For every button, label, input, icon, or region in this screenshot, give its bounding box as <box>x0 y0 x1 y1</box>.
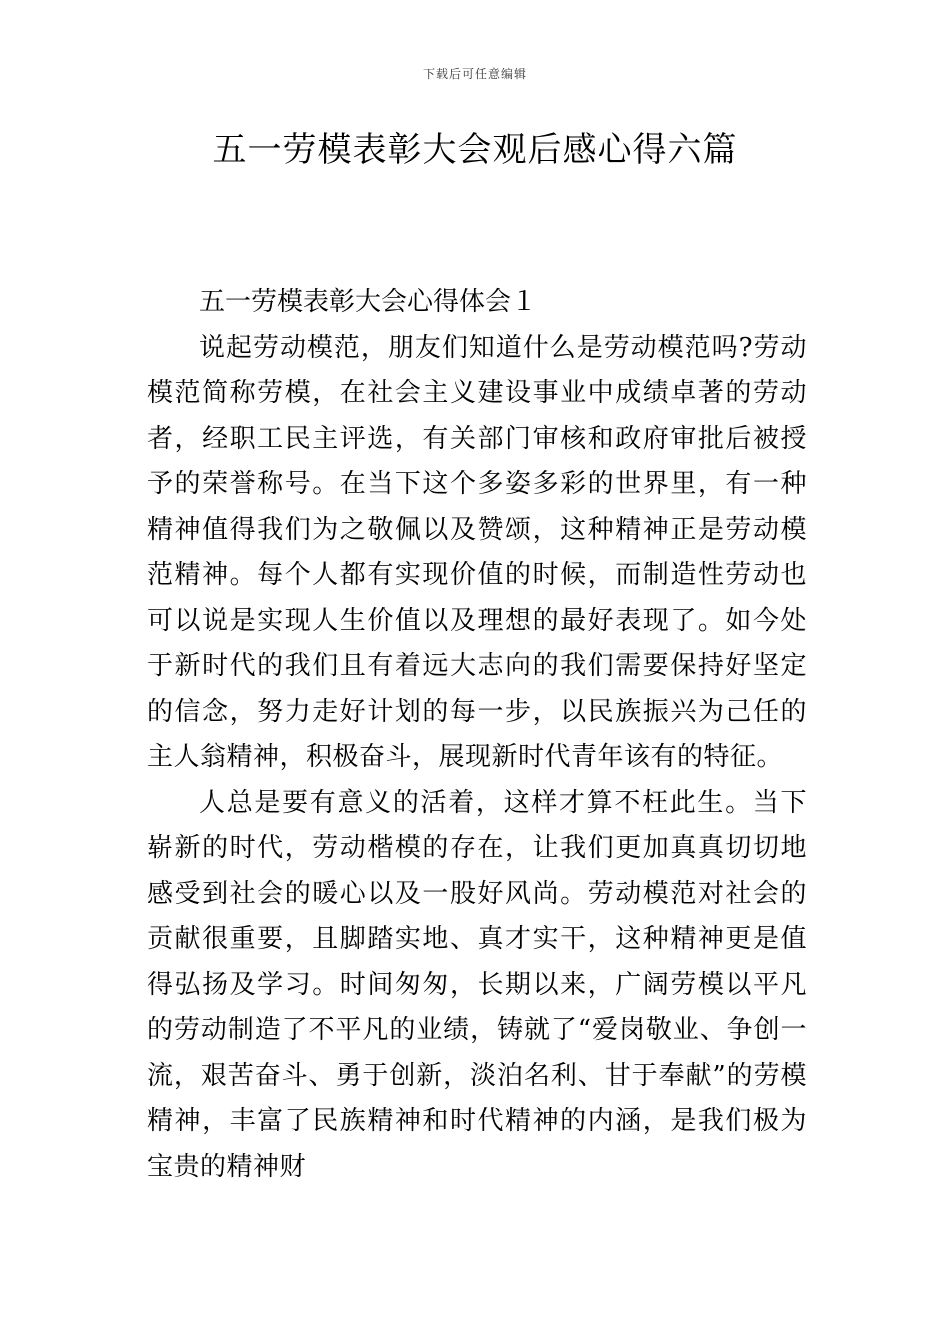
section-heading: 五一劳模表彰大会心得体会１ <box>199 287 538 317</box>
paragraph-1: 说起劳动模范，朋友们知道什么是劳动模范吗?劳动模范简称劳模，在社会主义建设事业中成绩卓著的劳动者，经职工民主评选，有关部门审核和政府审批后被授予的荣誉称号。在当下这个多姿多彩的世界里，有一种精神值得我们为之敬佩以及赞颂，这种精神正是劳动模范精神。每个人都有实现价值的时候，而制造性劳动也可以说是实现人生价值以及理想的最好表现了。如今处于新时代的我们且有着远大志向的我们需要保持好坚定的信念，努力走好计划的每一步，以民族振兴为己任的主人翁精神，积极奋斗，展现新时代青年该有的特征。 <box>147 332 807 772</box>
document-body <box>147 280 807 1190</box>
paragraph-2: 人总是要有意义的活着，这样才算不枉此生。当下崭新的时代，劳动楷模的存在，让我们更加真真切切地感受到社会的暖心以及一股好风尚。劳动模范对社会的贡献很重要，且脚踏实地、真才实干，这种精神更是值得弘扬及学习。时间匆匆，长期以来，广阔劳模以平凡的劳动制造了不平凡的业绩，铸就了“爱岗敬业、争创一流，艰苦奋斗、勇于创新，淡泊名利、甘于奉献”的劳模精神，丰富了民族精神和时代精神的内涵，是我们极为宝贵的精神财 <box>147 787 807 1182</box>
header-note: 下载后可任意编辑 <box>422 67 527 81</box>
document-title: 五一劳模表彰大会观后感心得六篇 <box>212 130 738 170</box>
